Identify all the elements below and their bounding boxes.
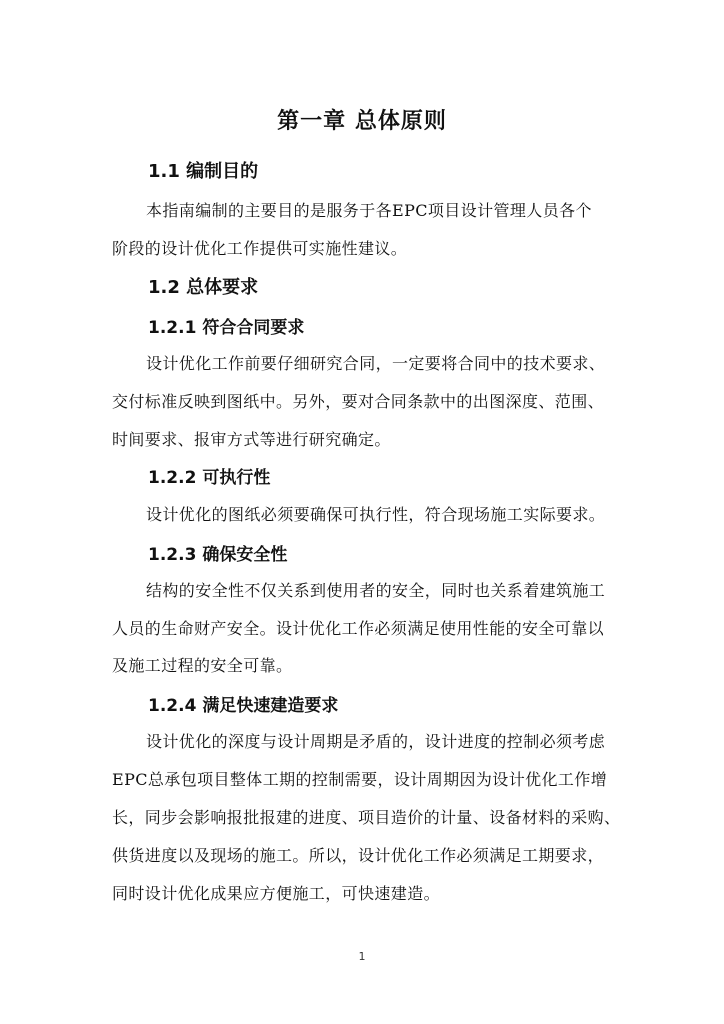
paragraph-line: 交付标准反映到图纸中。另外，要对合同条款中的出图深度、范围、 bbox=[112, 392, 605, 411]
paragraph-line: EPC总承包项目整体工期的控制需要，设计周期因为设计优化工作增 bbox=[112, 770, 608, 789]
paragraph-line: 结构的安全性不仅关系到使用者的安全，同时也关系着建筑施工 bbox=[146, 581, 606, 600]
paragraph-line: 同时设计优化成果应方便施工，可快速建造。 bbox=[112, 884, 441, 903]
paragraph-line: 阶段的设计优化工作提供可实施性建议。 bbox=[112, 239, 408, 258]
paragraph-line: 人员的生命财产安全。设计优化工作必须满足使用性能的安全可靠以 bbox=[112, 619, 605, 638]
section-heading-1-2-1: 1.2.1 符合合同要求 bbox=[148, 318, 305, 338]
paragraph-line: 本指南编制的主要目的是服务于各EPC项目设计管理人员各个 bbox=[146, 201, 592, 220]
paragraph-line: 设计优化工作前要仔细研究合同，一定要将合同中的技术要求、 bbox=[146, 354, 606, 373]
section-heading-1-2-4: 1.2.4 满足快速建造要求 bbox=[148, 696, 339, 716]
section-heading-1-2-2: 1.2.2 可执行性 bbox=[148, 468, 271, 488]
section-heading-1-1: 1.1 编制目的 bbox=[148, 161, 259, 182]
page-number: 1 bbox=[358, 950, 366, 963]
paragraph-line: 时间要求、报审方式等进行研究确定。 bbox=[112, 430, 391, 449]
chapter-title: 第一章 总体原则 bbox=[277, 109, 447, 134]
paragraph-line: 供货进度以及现场的施工。所以，设计优化工作必须满足工期要求， bbox=[112, 846, 605, 865]
paragraph-line: 设计优化的图纸必须要确保可执行性，符合现场施工实际要求。 bbox=[146, 505, 606, 524]
paragraph-line: 及施工过程的安全可靠。 bbox=[112, 656, 293, 675]
section-heading-1-2-3: 1.2.3 确保安全性 bbox=[148, 545, 288, 565]
section-heading-1-2: 1.2 总体要求 bbox=[148, 277, 259, 298]
paragraph-line: 设计优化的深度与设计周期是矛盾的，设计进度的控制必须考虑 bbox=[146, 732, 606, 751]
paragraph-line: 长，同步会影响报批报建的进度、项目造价的计量、设备材料的采购、 bbox=[112, 808, 621, 827]
